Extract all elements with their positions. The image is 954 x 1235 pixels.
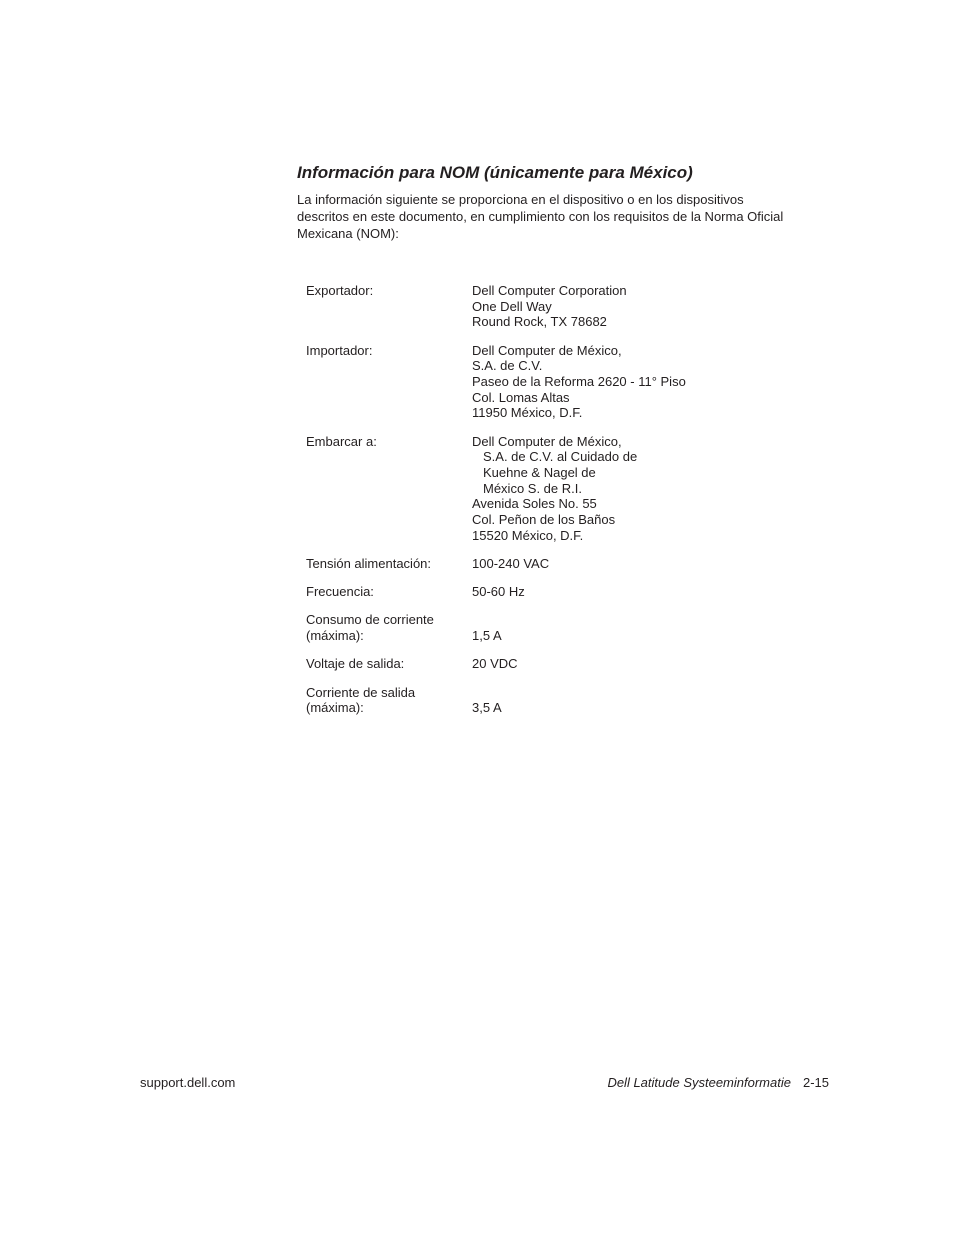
nom-spec-table <box>306 283 766 728</box>
spec-row-voltaje <box>306 656 766 672</box>
intro-line: descritos en este documento, en cumplimiento con los requisitos de la Norma Oficial <box>297 209 784 224</box>
spec-value: 20 VDC <box>472 656 518 672</box>
spec-row-consumo <box>306 612 766 643</box>
footer-url: support.dell.com <box>140 1075 236 1090</box>
spec-row-frecuencia <box>306 584 766 600</box>
spec-row-tension <box>306 556 766 572</box>
spec-value: Dell Computer de México, S.A. de C.V. Paseo de la Reforma 2620 - 11° Piso Col. Lomas Altas 11950 México, D.F. <box>472 342 686 421</box>
spec-value: Dell Computer Corporation One Dell Way Round Rock, TX 78682 <box>472 283 627 330</box>
spec-row-importador <box>306 343 766 422</box>
spec-label: Importador: <box>306 342 373 358</box>
spec-value: 100-240 VAC <box>472 556 550 572</box>
section-heading: Información para NOM (únicamente para México) <box>297 163 693 182</box>
intro-line: Mexicana (NOM): <box>297 226 399 241</box>
spec-label: Consumo de corriente (máxima): <box>306 612 434 644</box>
spec-label: Frecuencia: <box>306 584 374 600</box>
footer-doc-title: Dell Latitude Systeeminformatie <box>607 1075 791 1090</box>
spec-label: Corriente de salida (máxima): <box>306 684 416 716</box>
spec-value: 3,5 A <box>472 700 502 716</box>
spec-label: Voltaje de salida: <box>306 656 405 672</box>
spec-row-embarcar <box>306 434 766 544</box>
spec-label: Embarcar a: <box>306 433 377 449</box>
spec-value: 1,5 A <box>472 628 502 644</box>
page-number: 2-15 <box>802 1075 829 1090</box>
intro-paragraph <box>297 191 837 242</box>
spec-row-corriente <box>306 685 766 716</box>
spec-label: Tensión alimentación: <box>306 556 432 572</box>
spec-row-exportador <box>306 283 766 330</box>
intro-line: La información siguiente se proporciona en el dispositivo o en los dispositivos <box>297 192 744 207</box>
spec-value: 50-60 Hz <box>472 584 525 600</box>
spec-value: Dell Computer de México, S.A. de C.V. al Cuidado de Kuehne & Nagel de México S. de R.I. Avenida Soles No. 55 Col. Peñon de los Baños 15520 México, D.F. <box>472 433 638 543</box>
footer-running-title <box>607 1074 829 1091</box>
spec-label: Exportador: <box>306 283 374 298</box>
